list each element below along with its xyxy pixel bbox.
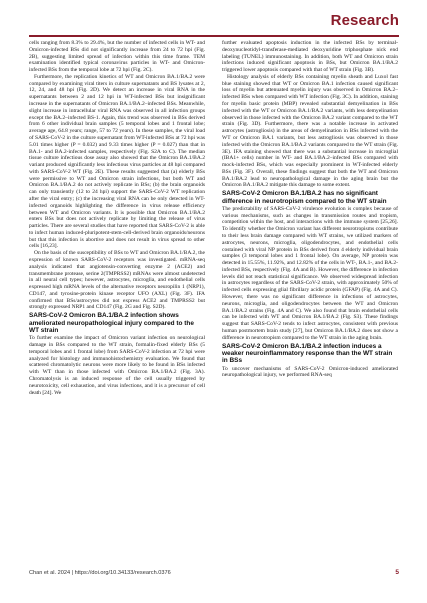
left-column	[29, 40, 205, 560]
paragraph: further evaluated apoptosis induction in the infected BSs by terminal-deoxynucleotidyl-transferase-mediated deoxyuridine triphosphate nick end labeling (TUNEL) immunostaining. In addition, both WT and Omicron strain infections induced significant apoptosis in BSs, but Omicron BA.1/BA.2 triggered lower apoptosis compared with that of WT strain (Fig. 3B).	[222, 40, 398, 74]
paragraph: On the basis of the susceptibility of BSs to WT and Omicron BA.1/BA.2, the expression of known SARS-CoV-2 receptors was investigated. mRNA-seq analysis indicated that angiotensin-converting enzyme 2 (ACE2) and transmembrane protease, serine 2(TMPRSS2) mRNAs were almost undetected in all neural cell types; however, astrocytes, microglia, and endothelial cells expressed high mRNA levels of the alternative receptors neuropilin 1 (NRP1), CD147, and tyrosine-protein kinase receptor UFO (AXL) (Fig. 3F). IFA confirmed that BSs/astrocytes did not express ACE2 and TMPRSS2 but strongly expressed NRP1 and CD147 (Fig. 2G and Fig. S2D).	[29, 250, 205, 311]
paragraph: Furthermore, the replication kinetics of WT and Omicron BA.1/BA.2 were compared by examining viral titers in culture supernatants and BS lysates at 2, 12, 24, and 48 hpi (Fig. 2D). We detect an increase in viral RNA in the supernatants between 2 and 12 hpi in WT-infected BSs but insignificant increase in the supernatants of Omicron BA.1/BA.2–infected BSs. Meanwhile, slight increase in intracellular viral RNA was observed in all infection groups except the BA.2–infected BS-1. Again, this trend was observed in BSs derived from 6 other individual brain samples (5 temporal lobes and 1 frontal lobe; average age, 64.8 years; range, 57 to 72 years). In these samples, the viral load of SARS-CoV-2 in the culture supernatant from WT-infected BSs at 72 hpi was 5.01 times higher (P = 0.032) and 9.33 times higher (P = 0.027) than that in BA.1- and BA.2-infected samples, respectively (Fig. S2A to C). The median tissue culture infectious dose assay also showed that the Omicron BA.1/BA.2 variant produced significantly less infectious virus particles at 48 hpi compared with SARS-CoV-2 WT (Fig. 2E). These results suggested that (a) elderly BSs were permissive to WT and Omicron strain infections, but both WT and Omicron BA.1/BA.2 do not actively replicate in BSs; (b) the brain organoids can only transiently (12 to 24 hpi) support the SARS-CoV-2 WT replication after the viral entry; (c) the increasing viral RNA can be only detected in WT-infected organoids highlighting the difference in virus release efficiency between WT and Omicron variants. It is possible that Omicron BA.1/BA.2 enters BSs but does not actively replicate by limiting the release of virus particles. There are several studies that have reported that SARS-CoV-2 is able to infect human induced-pluripotent-stem-cell-derived brain organoids/neurons but that this infection is abortive and does not result in virus spread to other cells [16,23].	[29, 73, 205, 250]
section-heading: SARS-CoV-2 Omicron BA.1/BA.2 has no significant difference in neurotropism compared to the WT strain	[222, 190, 387, 205]
paragraph: Histology analysis of elderly BSs containing myelin sheath and Luxol fast blue staining showed that WT or Omicron BA.1 infection caused significant loss of myelin but attenuated myelin injury was observed in Omicron BA.2–infected BSs when compared with WT infection (Fig. 3C). In addition, staining for myelin basic protein (MBP) revealed substantial demyelination in BSs infected with the WT or Omicron BA.1/BA.2 variants, with less demyelination observed in those infected with the Omicron BA.2 variant compared to the WT strain (Fig. 3D). Furthermore, there was a notable increase in activated astrocytes (astrogliosis) in the areas of demyelination in BSs infected with the WT or Omicron BA.1 variants, but less astrogliosis was observed in those infected with the Omicron BA.1/BA.2 variants compared to the WT strain (Fig. 3E). IFA staining showed that there was a substantial increase in microglial (IBA1+ cells) number in WT- and BA.1/BA.2–infected BSs compared with mock-infected BSs, which was especially prominent in WT-infected elderly BSs (Fig. 3F). Overall, these findings suggest that both the WT and Omicron BA.1/BA.2 lead to neuropathological damage in the aging brain but the Omicron BA.1/BA.2 mitigate this damage to some extent.	[222, 73, 398, 189]
paragraph: To uncover mechanisms of SARS-CoV-2 Omicron-induced ameliorated neuropathological injury, we performed RNA-seq	[222, 365, 398, 379]
section-heading: SARS-CoV-2 Omicron BA.1/BA.2 infection induces a weaker neuroinflammatory response than the WT strain in BSs	[222, 342, 393, 365]
page-number: 5	[395, 569, 399, 576]
page-header	[29, 12, 399, 37]
paragraph: cells ranging from 8.3% to 29.4%, but the number of infected cells in WT- and Omicron-infected BSs did not significantly increase from 24 to 72 hpi (Fig. 2B), suggesting limited spread of infection within this time frame. TEM examination identified typical coronavirus particles in WT- and Omicron-infected BSs from the temporal lobe at 72 hpi (Fig. 2C).	[29, 40, 205, 74]
journal-brand: Research	[330, 12, 399, 29]
paragraph: To further examine the impact of Omicron variant infection on neurological damage in BSs compared to the WT strain, formalin-fixed elderly BSs (5 temporal lobes and 1 frontal lobe) from SARS-CoV-2 infection at 72 hpi were analyzed for histology and immunohistochemistry evaluation. We found that scattered chromatolytic neurons were more likely to be found in BSs infected with WT than in those infected with Omicron BA.1/BA.2 (Fig. 3A). Chromatolysis is an induced response of the cell usually triggered by neurotoxicity, cell exhaustion, and virus infections, and it is a precursor of cell death [24]. We	[29, 335, 205, 396]
right-column	[222, 40, 398, 560]
section-heading: SARS-CoV-2 Omicron BA.1/BA.2 infection shows ameliorated neuropathological injury compared to the WT strain	[29, 312, 194, 334]
citation-link[interactable]: Chan et al. 2024 | https://doi.org/10.34133/research.0376	[29, 570, 171, 576]
paragraph: The predictability of SARS-CoV-2 virulence evolution is complex because of various mechanisms, such as changes in transmission routes and tropism, competition within the host, and interactions with the immune system [25,26]. To identify whether the Omicron variant has different neurotropisms contribute to their less brain damage compared with WT strains, we utilized markers of astrocytes, neurons, microglia, oligodendrocytes, and endothelial cells costained with viral NP protein in BSs derived from 4 elderly individual brain samples (3 temporal lobes and 1 frontal lobe). On average, NP protein was detected in 15.55%, 11.92%, and 12.82% of the cells in WT-, BA.1-, and BA.2-infected BSs, respectively (Fig. 4A and B). However, the difference in infection levels did not reach statistical significance. We observed widespread infection in astrocytes regardless of the SARS-CoV-2 strain, with approximately 50% of infected cells expressing glial fibrillary acidic protein (GFAP) (Fig. 4A and C). However, there was no significant difference in infections of astrocytes, neurons, microglia, and oligodendrocytes between the WT and Omicron BA.1/BA.2 strains (Fig. 4A and C). We also found that brain endothelial cells can be infected with WT and Omicron BA.1/BA.2 (Fig. S3). These findings suggest that SARS-CoV-2 tends to infect astrocytes, consistent with previous human postmortem brain study [27], but Omicron BA.1/BA.2 does not show a difference in neurotropism compared to the WT strain in the aging brain.	[222, 205, 398, 341]
page-footer	[29, 568, 399, 580]
